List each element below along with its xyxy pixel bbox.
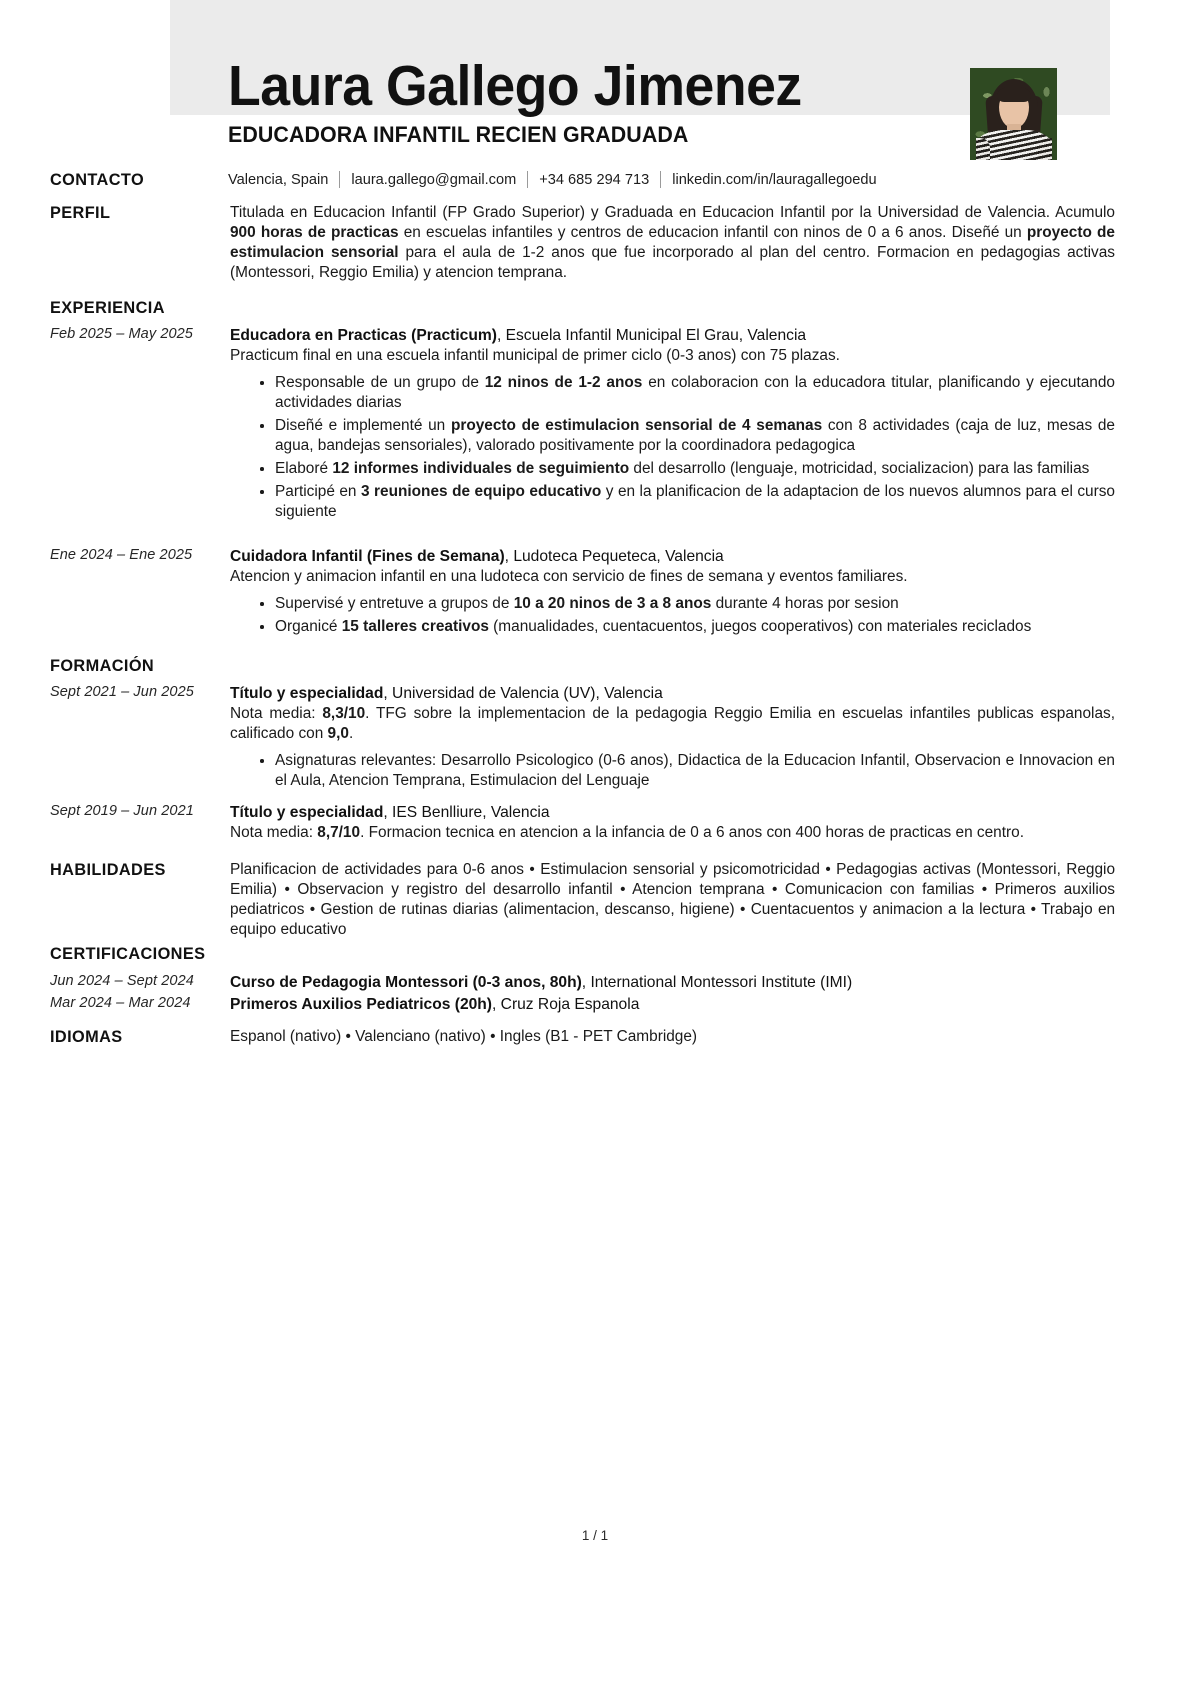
skills-list — [230, 860, 1115, 940]
separator-bullet-icon: • — [284, 881, 290, 899]
list-item: Atencion temprana — [632, 881, 765, 899]
experience-dates: Ene 2024 – Ene 2025 — [50, 547, 193, 563]
education-summary: Nota media: 8,3/10. TFG sobre la implementacion de la pedagogia Reggio Emilia en escuelas infantiles publicas espanolas, calificado con 9,0. — [230, 705, 1115, 743]
experience-entry-dates-col — [50, 547, 218, 563]
experience-bullet-list — [230, 594, 1115, 637]
section-body-col — [230, 860, 1115, 940]
experience-dates: Feb 2025 – May 2025 — [50, 326, 193, 342]
section-label-certifications: CERTIFICACIONES — [50, 944, 206, 963]
list-item: Elaboré 12 informes individuales de seguimiento del desarrollo (lenguaje, motricidad, socializacion) para las familias — [260, 459, 1115, 479]
separator-bullet-icon: • — [981, 881, 988, 899]
separator-bullet-icon: • — [772, 881, 778, 899]
section-contact — [50, 170, 1110, 190]
portrait-shoulder-left — [976, 138, 990, 160]
candidate-job-title: EDUCADORA INFANTIL RECIEN GRADUADA — [228, 122, 689, 147]
education-dates: Sept 2019 – Jun 2021 — [50, 803, 194, 819]
experience-title: Cuidadora Infantil (Fines de Semana), Ludoteca Pequeteca, Valencia — [230, 548, 724, 565]
list-item: Cuentacuentos y animacion a la lectura — [750, 901, 1026, 919]
certification-dates-col — [50, 995, 218, 1011]
education-entry-body — [230, 684, 1115, 791]
contact-divider-icon — [339, 171, 340, 188]
education-title: Título y especialidad, Universidad de Valencia (UV), Valencia — [230, 685, 663, 702]
list-item: Espanol (nativo) — [230, 1028, 342, 1045]
name-block — [228, 54, 948, 148]
education-title: Título y especialidad, IES Benlliure, Valencia — [230, 804, 550, 821]
list-item: Observacion y registro del desarrollo infantil — [297, 881, 613, 899]
list-item: Responsable de un grupo de 12 ninos de 1-2 anos en colaboracion con la educadora titular, planificando y ejecutando actividades diarias — [260, 373, 1115, 413]
separator-bullet-icon: • — [620, 881, 626, 899]
list-item: Asignaturas relevantes: Desarrollo Psicologico (0-6 anos), Didactica de la Educacion Infantil, Observacion e Innovacion en el Aula, Atencion Temprana, Estimulacion del Lenguaje — [260, 751, 1115, 791]
section-label-contact: CONTACTO — [50, 170, 145, 189]
section-label-skills: HABILIDADES — [50, 860, 166, 879]
page-indicator: 1 / 1 — [581, 1528, 609, 1543]
separator-bullet-icon: • — [345, 1028, 351, 1045]
education-bullet-list — [230, 751, 1115, 791]
separator-bullet-icon: • — [739, 901, 746, 919]
contact-location: Valencia, Spain — [228, 171, 329, 188]
experience-entry-dates-col — [50, 326, 218, 342]
section-label-profile: PERFIL — [50, 203, 111, 222]
experience-entry-body — [230, 326, 1115, 522]
list-item: Comunicacion con familias — [784, 881, 975, 899]
section-label-col — [50, 203, 218, 223]
section-label-col — [50, 1027, 218, 1047]
portrait-bangs — [997, 87, 1031, 102]
profile-summary: Titulada en Educacion Infantil (FP Grado Superior) y Graduada en Educacion Infantil por la Universidad de Valencia. Acumulo 900 horas de practicas en escuelas infantiles y centros de educacion infantil con ninos de 0 a 6 anos. Diseñé un proyecto de estimulacion sensorial para el aula de 1-2 anos que fue incorporado al plan del centro. Formacion en pedagogias activas (Montessori, Reggio Emilia) y atencion temprana. — [230, 204, 1115, 282]
list-item: Primeros auxilios pediatricos — [230, 881, 1115, 919]
education-dates: Sept 2021 – Jun 2025 — [50, 684, 194, 700]
list-item: Pedagogias activas (Montessori, Reggio Emilia) — [230, 861, 1116, 899]
languages-list — [230, 1027, 1115, 1047]
contact-items — [228, 171, 877, 188]
certification-entry-body — [230, 995, 1115, 1015]
candidate-name: Laura Gallego Jimenez — [228, 54, 802, 118]
section-body-col — [230, 203, 1115, 283]
section-label-languages: IDIOMAS — [50, 1027, 123, 1046]
portrait-striped-shirt — [976, 130, 1052, 160]
section-label-education: FORMACIÓN — [50, 656, 155, 675]
separator-bullet-icon: • — [309, 901, 316, 919]
education-entry-body — [230, 803, 1115, 843]
separator-bullet-icon: • — [825, 861, 831, 878]
contact-email[interactable]: laura.gallego@gmail.com — [351, 171, 517, 188]
experience-summary: Atencion y animacion infantil en una ludoteca con servicio de fines de semana y eventos familiares. — [230, 568, 908, 586]
contact-divider-icon — [527, 171, 528, 188]
experience-bullet-list — [230, 373, 1115, 522]
experience-title: Educadora en Practicas (Practicum), Escuela Infantil Municipal El Grau, Valencia — [230, 327, 807, 344]
certification-dates-col — [50, 973, 218, 989]
certification-entry-body — [230, 973, 1115, 993]
contact-divider-icon — [660, 171, 661, 188]
section-label-col — [50, 298, 218, 318]
section-label-experience: EXPERIENCIA — [50, 298, 165, 317]
separator-bullet-icon: • — [529, 861, 535, 878]
education-entry-dates-col — [50, 684, 218, 700]
list-item: Organicé 15 talleres creativos (manualidades, cuentacuentos, juegos cooperativos) con materiales reciclados — [260, 617, 1115, 637]
certification-title: Primeros Auxilios Pediatricos (20h), Cruz Roja Espanola — [230, 996, 640, 1013]
section-label-col — [50, 656, 218, 676]
certification-dates: Mar 2024 – Mar 2024 — [50, 995, 191, 1011]
contact-linkedin[interactable]: linkedin.com/in/lauragallegoedu — [672, 171, 877, 188]
section-label-col — [50, 860, 218, 880]
list-item: Estimulacion sensorial y psicomotricidad — [540, 861, 820, 878]
separator-bullet-icon: • — [1030, 901, 1036, 919]
education-summary: Nota media: 8,7/10. Formacion tecnica en atencion a la infancia de 0 a 6 anos con 400 horas de practicas en centro. — [230, 824, 1024, 842]
portrait-photo — [970, 68, 1057, 160]
experience-summary: Practicum final en una escuela infantil municipal de primer ciclo (0-3 anos) con 75 plazas. — [230, 347, 840, 365]
contact-phone: +34 685 294 713 — [539, 171, 650, 188]
list-item: Supervisé y entretuve a grupos de 10 a 20 ninos de 3 a 8 anos durante 4 horas por sesion — [260, 594, 1115, 614]
experience-entry-body — [230, 547, 1115, 637]
section-body-col — [230, 1027, 1115, 1047]
list-item: Planificacion de actividades para 0-6 anos — [230, 861, 524, 878]
portrait-shoulder-right — [1038, 138, 1052, 160]
certification-title: Curso de Pedagogia Montessori (0-3 anos, 80h), International Montessori Institute (IMI) — [230, 974, 853, 991]
list-item: Diseñé e implementé un proyecto de estimulacion sensorial de 4 semanas con 8 actividades (caja de luz, mesas de agua, bandejas sensoriales), valorado positivamente por la coordinadora pedagogica — [260, 416, 1115, 456]
section-label-col — [50, 944, 218, 964]
list-item: Trabajo en equipo educativo — [230, 901, 1116, 939]
list-item: Ingles (B1 - PET Cambridge) — [499, 1028, 698, 1045]
certification-dates: Jun 2024 – Sept 2024 — [50, 973, 194, 989]
separator-bullet-icon: • — [490, 1028, 496, 1045]
list-item: Gestion de rutinas diarias (alimentacion, descanso, higiene) — [320, 901, 735, 919]
list-item: Valenciano (nativo) — [355, 1028, 486, 1045]
list-item: Participé en 3 reuniones de equipo educativo y en la planificacion de la adaptacion de los nuevos alumnos para el curso siguiente — [260, 482, 1115, 522]
education-entry-dates-col — [50, 803, 218, 819]
